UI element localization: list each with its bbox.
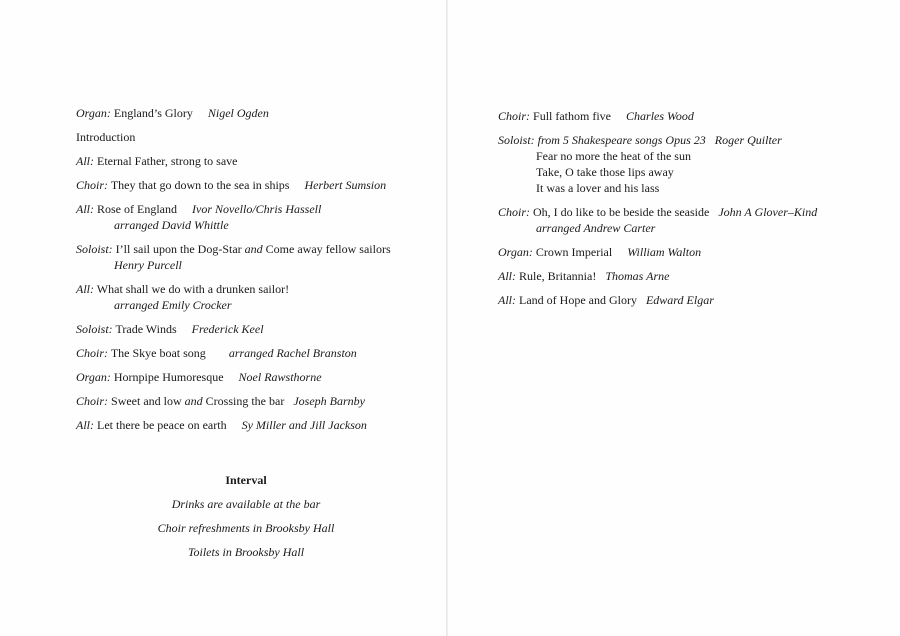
piece-title: Crossing the bar (205, 394, 285, 408)
piece-title: Let there be peace on earth (97, 418, 227, 432)
performer-role: All: (76, 282, 94, 296)
performer-role: Soloist: (76, 242, 113, 256)
piece-title: Eternal Father, strong to save (97, 154, 238, 168)
performer-role: Choir: (76, 394, 109, 408)
list-item (498, 204, 893, 236)
composer: Joseph Barnby (293, 394, 365, 408)
performer-role: All: (498, 269, 516, 283)
piece-title: They that go down to the sea in ships (110, 178, 290, 192)
list-item (76, 153, 436, 169)
piece-title: Rose of England (97, 202, 177, 216)
composer: Noel Rawsthorne (238, 370, 322, 384)
list-item (76, 369, 436, 385)
song-title: It was a lover and his lass (536, 181, 660, 195)
piece-title: Oh, I do like to be beside the seaside (533, 205, 710, 219)
piece-title: Crown Imperial (535, 245, 613, 259)
performer-role: Organ: (76, 370, 111, 384)
piece-title: Rule, Britannia! (519, 269, 597, 283)
list-item (76, 129, 436, 145)
piece-title: Land of Hope and Glory (519, 293, 637, 307)
performer-role: All: (76, 154, 94, 168)
interval-note: Drinks are available at the bar (171, 497, 321, 511)
list-item (76, 241, 436, 273)
programme-list-second-half (498, 108, 893, 308)
list-item (76, 281, 436, 313)
performer-role: Soloist: (498, 133, 535, 147)
piece-title: Sweet and low (111, 394, 182, 408)
piece-title: The Skye boat song (110, 346, 206, 360)
composer: Herbert Sumsion (304, 178, 387, 192)
performer-role: Organ: (498, 245, 533, 259)
performer-role: All: (76, 202, 94, 216)
conjunction: and (184, 394, 203, 408)
composer: Nigel Ogden (207, 106, 269, 120)
list-item (498, 108, 893, 124)
list-item (498, 292, 893, 308)
piece-title: Full fathom five (533, 109, 612, 123)
interval-heading: Interval (225, 473, 267, 487)
arranger: arranged Andrew Carter (536, 221, 656, 235)
performer-role: Choir: (76, 346, 109, 360)
piece-title: Introduction (76, 130, 136, 144)
list-item (498, 268, 893, 284)
conjunction: and (244, 242, 263, 256)
performer-role: All: (498, 293, 516, 307)
arranger: arranged Emily Crocker (114, 298, 232, 312)
song-cycle-source: from 5 Shakespeare songs Opus 23 (537, 133, 706, 147)
piece-title: Come away fellow sailors (265, 242, 391, 256)
composer: Roger Quilter (714, 133, 782, 147)
piece-title: I’ll sail upon the Dog-Star (115, 242, 242, 256)
composer: John A Glover–Kind (718, 205, 818, 219)
performer-role: Soloist: (76, 322, 113, 336)
composer: Henry Purcell (114, 258, 182, 272)
composer: Ivor Novello/Chris Hassell (192, 202, 322, 216)
piece-title: Hornpipe Humoresque (113, 370, 224, 384)
right-page (448, 0, 900, 636)
left-page (0, 0, 446, 636)
list-item (76, 177, 436, 193)
list-item (498, 244, 893, 260)
piece-title: What shall we do with a drunken sailor! (96, 282, 290, 296)
list-item (76, 201, 436, 233)
arranger: arranged David Whittle (114, 218, 229, 232)
performer-role: Choir: (76, 178, 109, 192)
performer-role: All: (76, 418, 94, 432)
list-item (76, 105, 436, 121)
list-item (76, 393, 436, 409)
list-item (76, 321, 436, 337)
list-item (498, 132, 893, 196)
programme-list-first-half (76, 105, 436, 433)
list-item (76, 345, 436, 361)
composer: Edward Elgar (645, 293, 714, 307)
piece-title: Trade Winds (115, 322, 177, 336)
performer-role: Choir: (498, 109, 531, 123)
composer: Thomas Arne (605, 269, 670, 283)
arranger: arranged Rachel Branston (228, 346, 357, 360)
interval-section (76, 472, 416, 560)
composer: William Walton (627, 245, 702, 259)
piece-title: England’s Glory (113, 106, 193, 120)
composer: Frederick Keel (191, 322, 264, 336)
interval-note: Choir refreshments in Brooksby Hall (157, 521, 335, 535)
song-title: Take, O take those lips away (536, 165, 674, 179)
list-item (76, 417, 436, 433)
composer: Charles Wood (626, 109, 694, 123)
performer-role: Choir: (498, 205, 531, 219)
song-title: Fear no more the heat of the sun (536, 149, 691, 163)
composer: Sy Miller and Jill Jackson (241, 418, 367, 432)
performer-role: Organ: (76, 106, 111, 120)
interval-note: Toilets in Brooksby Hall (187, 545, 305, 559)
